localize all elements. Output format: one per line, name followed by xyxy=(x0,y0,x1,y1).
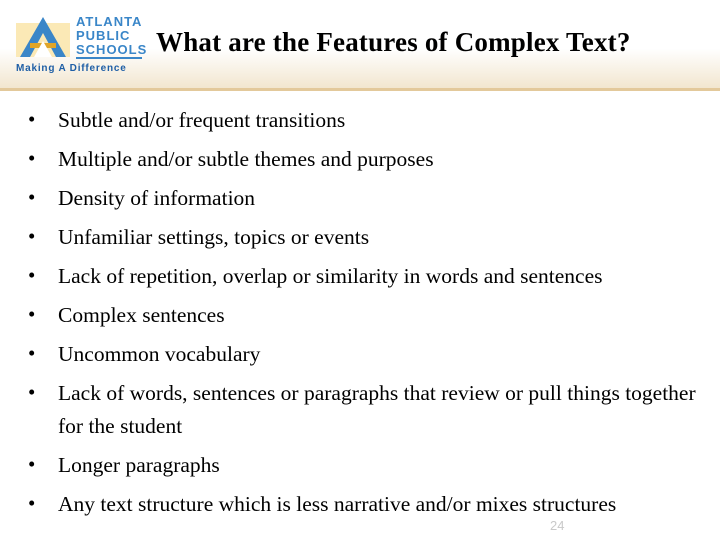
bullet-icon: • xyxy=(28,302,36,326)
slide-number: 24 xyxy=(550,518,565,533)
bullet-icon: • xyxy=(28,491,36,515)
bullet-item xyxy=(28,449,698,482)
bullet-icon: • xyxy=(28,452,36,476)
header-divider xyxy=(0,88,720,91)
bullet-item xyxy=(28,221,698,254)
bullet-item xyxy=(28,338,698,371)
bullet-icon: • xyxy=(28,263,36,287)
bullet-icon: • xyxy=(28,107,36,131)
bullet-text: Lack of repetition, overlap or similarity in words and sentences xyxy=(58,264,603,288)
slide-title: What are the Features of Complex Text? xyxy=(156,27,631,57)
bullet-text: Complex sentences xyxy=(58,303,225,327)
bullet-item xyxy=(28,260,698,293)
logo-underline xyxy=(76,57,142,59)
bullet-text: Lack of words, sentences or paragraphs that review or pull things together for the student xyxy=(58,381,696,438)
bullet-text: Uncommon vocabulary xyxy=(58,342,261,366)
bullet-item xyxy=(28,182,698,215)
bullet-item xyxy=(28,299,698,332)
bullet-icon: • xyxy=(28,146,36,170)
bullet-icon: • xyxy=(28,341,36,365)
logo-tagline: Making A Difference xyxy=(16,63,127,74)
logo-a-icon xyxy=(14,13,72,61)
bullet-list xyxy=(28,104,698,527)
bullet-icon: • xyxy=(28,185,36,209)
bullet-icon: • xyxy=(28,380,36,404)
logo-line-3: SCHOOLS xyxy=(76,42,148,57)
bullet-text: Any text structure which is less narrative and/or mixes structures xyxy=(58,492,617,516)
bullet-item xyxy=(28,104,698,137)
bullet-text: Density of information xyxy=(58,186,256,210)
bullet-item xyxy=(28,377,698,443)
logo-line-2: PUBLIC xyxy=(76,28,131,43)
bullet-text: Unfamiliar settings, topics or events xyxy=(58,225,370,249)
bullet-item xyxy=(28,488,698,521)
atlanta-public-schools-logo xyxy=(14,13,148,77)
bullet-icon: • xyxy=(28,224,36,248)
logo-line-1: ATLANTA xyxy=(76,14,143,29)
bullet-text: Subtle and/or frequent transitions xyxy=(58,108,346,132)
bullet-text: Multiple and/or subtle themes and purposes xyxy=(58,147,434,171)
bullet-text: Longer paragraphs xyxy=(58,453,220,477)
bullet-item xyxy=(28,143,698,176)
